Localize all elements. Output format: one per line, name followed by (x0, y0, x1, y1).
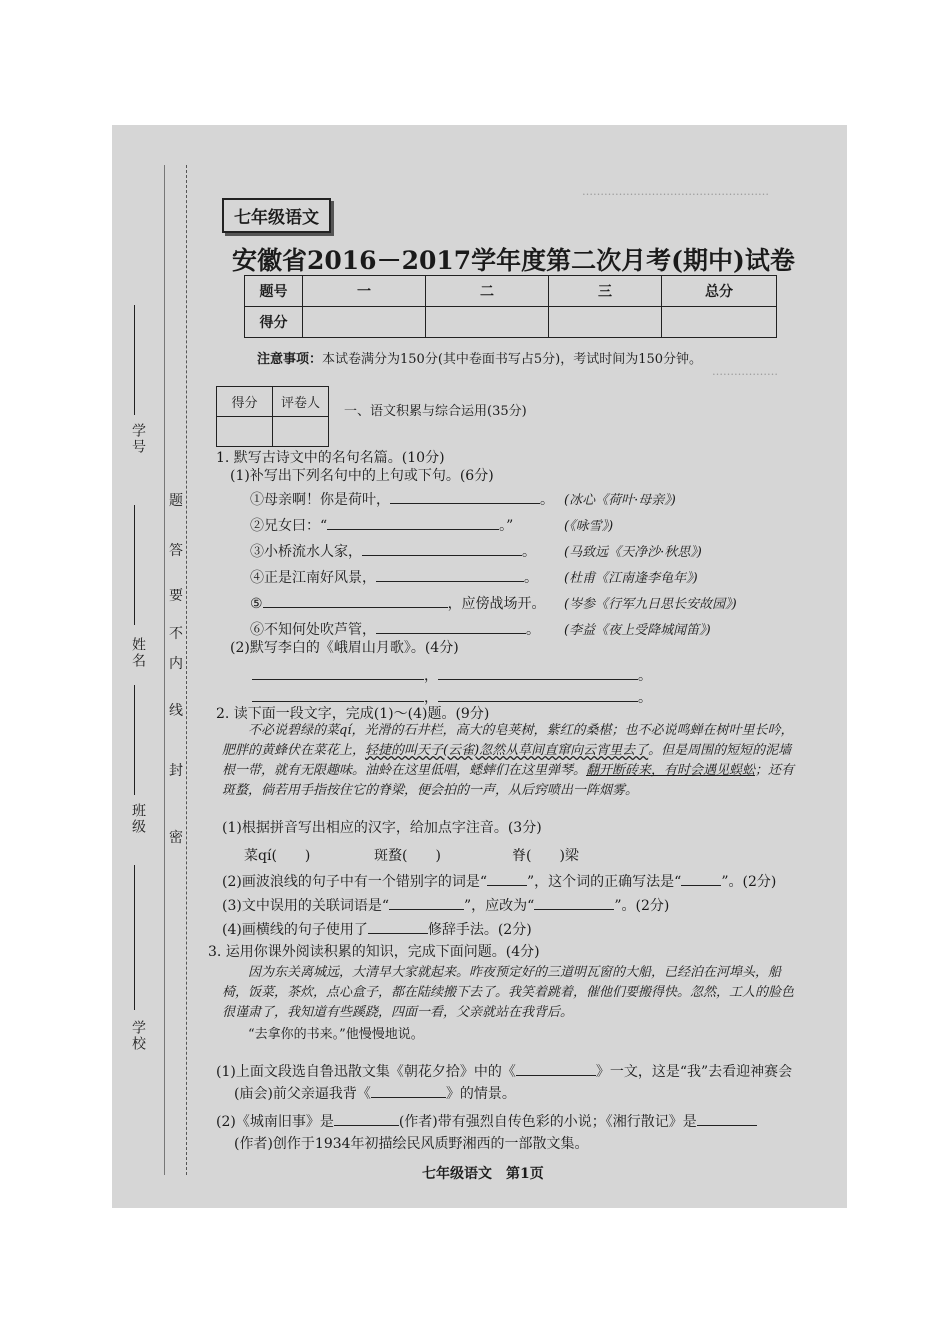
item-text: ①母亲啊！你是荷叶， (250, 492, 390, 508)
seal-char: 题 (169, 493, 183, 509)
school-label: 学校 (130, 1020, 146, 1052)
item-end: 。 (522, 544, 536, 560)
poem-mark: 。 (638, 668, 652, 684)
question-text: 》的情景。 (445, 1086, 516, 1102)
item-text: ④正是江南好风景， (250, 570, 376, 586)
score-header-cell: 题号 (245, 276, 303, 307)
q3-sub1-line1 (216, 1061, 792, 1081)
answer-blank[interactable] (390, 489, 540, 504)
q2-pinyin-1[interactable]: 菜qí( ) (244, 848, 311, 864)
question-text: (3)文中误用的关联词语是“ (222, 898, 389, 914)
grader-name-header: 评卷人 (273, 387, 329, 417)
q1-stem: 1. 默写古诗文中的名句名篇。(10分) (216, 450, 445, 466)
q1-source-6: (李益《夜上受降城闻笛》) (564, 623, 711, 638)
section-heading: 一、语文积累与综合运用(35分) (344, 404, 527, 419)
class-label: 班级 (130, 803, 146, 835)
answer-blank[interactable] (389, 895, 464, 910)
question-text: 》一文，这是“我”去看迎神赛会 (595, 1064, 793, 1080)
score-cell[interactable] (303, 307, 426, 338)
notice (257, 348, 702, 367)
notice-label: 注意事项： (257, 352, 323, 367)
answer-blank[interactable] (534, 895, 614, 910)
seal-char: 封 (169, 763, 183, 779)
binding-line (186, 165, 187, 1175)
answer-blank[interactable] (252, 687, 424, 702)
q3-sub2-line2: (作者)创作于1934年初描绘民风质野湘西的一部散文集。 (234, 1136, 589, 1152)
q1-item-2 (250, 515, 513, 535)
grader-score-header: 得分 (217, 387, 273, 417)
question-text: ”。(2分) (721, 874, 777, 890)
score-header-cell: 三 (549, 276, 662, 307)
answer-blank[interactable] (362, 541, 522, 556)
q1-item-4 (250, 567, 538, 587)
answer-blank[interactable] (438, 687, 638, 702)
grader-score-cell[interactable] (217, 417, 273, 447)
notice-text: 本试卷满分为150分(其中卷面书写占5分)，考试时间为150分钟。 (322, 352, 703, 367)
score-cell[interactable] (549, 307, 662, 338)
q1-source-3: (马致远《天净沙·秋思》) (564, 545, 702, 560)
seal-char: 答 (169, 543, 183, 559)
question-text: (作者)带有强烈自传色彩的小说；《湘行散记》是 (398, 1114, 697, 1130)
item-text: ⑤ (250, 596, 263, 612)
class-field[interactable] (134, 685, 135, 795)
seal-char: 要 (169, 588, 183, 604)
q2-sub4 (222, 919, 532, 939)
score-header-cell: 一 (303, 276, 426, 307)
exam-paper (112, 125, 847, 1208)
seal-char: 不 (169, 626, 183, 642)
answer-blank[interactable] (252, 665, 424, 680)
answer-blank[interactable] (334, 1111, 399, 1126)
answer-blank[interactable] (368, 919, 428, 934)
score-row-label: 得分 (245, 307, 303, 338)
item-end: 。” (499, 518, 514, 534)
name-label: 姓名 (130, 637, 146, 669)
answer-blank[interactable] (697, 1111, 757, 1126)
student-id-field[interactable] (134, 305, 135, 415)
answer-blank[interactable] (487, 871, 527, 886)
name-field[interactable] (134, 505, 135, 625)
school-field[interactable] (134, 865, 135, 1010)
q1-item-1 (250, 489, 554, 509)
underlined-sentence: 翻开断砖来，有时会遇见蜈蚣 (586, 763, 756, 778)
answer-blank[interactable] (681, 871, 721, 886)
question-text: (1)上面文段选自鲁迅散文集《朝花夕拾》中的《 (216, 1064, 516, 1080)
grader-table (216, 386, 329, 447)
question-text: (2)画波浪线的句子中有一个错别字的词是“ (222, 874, 487, 890)
score-cell[interactable] (426, 307, 549, 338)
item-end: ，应傍战场开。 (447, 596, 546, 612)
question-text: 修辞手法。(2分) (427, 922, 532, 938)
item-text: ⑥不知何处吹芦管， (250, 622, 376, 638)
q1-sub2: (2)默写李白的《峨眉山月歌》。(4分) (230, 640, 459, 656)
passage-text: 。但是周围的短短的泥墙根一带，就有无限趣味。油蛉在这里低唱，蟋蟀们在这里弹琴。 (222, 743, 792, 778)
q1-source-4: (杜甫《江南逢李龟年》) (564, 571, 698, 586)
question-text: ”，这个词的正确写法是“ (527, 874, 682, 890)
seal-char: 密 (169, 830, 183, 846)
answer-blank[interactable] (263, 593, 448, 608)
q1-item-5 (250, 593, 546, 613)
q2-pinyin-2[interactable]: 斑蝥( ) (374, 848, 441, 864)
q1-source-5: (岑参《行军九日思长安故园》) (564, 597, 737, 612)
q3-sub2-line1 (216, 1111, 757, 1131)
wavy-sentence: 轻捷的叫天子(云雀)忽然从草间直窜向云宵里去了 (365, 743, 649, 758)
answer-blank[interactable] (438, 665, 638, 680)
score-header-cell: 总分 (662, 276, 777, 307)
q3-stem: 3. 运用你课外阅读积累的知识，完成下面问题。(4分) (208, 944, 540, 960)
q2-sub2 (222, 871, 776, 891)
score-table (244, 275, 777, 338)
item-text: ③小桥流水人家， (250, 544, 362, 560)
q2-sub1: (1)根据拼音写出相应的汉字，给加点字注音。(3分) (222, 820, 542, 836)
q2-passage (222, 721, 802, 801)
grade-badge: 七年级语文 (222, 198, 331, 233)
poem-mark: ， (424, 690, 438, 706)
q1-source-1: (冰心《荷叶·母亲》) (564, 493, 676, 508)
question-text: (庙会)前父亲逼我背《 (234, 1086, 371, 1102)
answer-blank[interactable] (327, 515, 499, 530)
q3-passage-2: “去拿你的书来。”他慢慢地说。 (248, 1027, 424, 1042)
student-id-label: 学号 (130, 423, 146, 455)
answer-blank[interactable] (376, 567, 524, 582)
answer-blank[interactable] (376, 619, 526, 634)
item-end: 。 (524, 570, 538, 586)
item-end: 。 (526, 622, 540, 638)
seal-char: 线 (169, 703, 183, 719)
item-end: 。 (540, 492, 554, 508)
item-text: ②兄女曰：“ (250, 518, 328, 534)
score-cell[interactable] (662, 307, 777, 338)
poem-mark: 。 (638, 690, 652, 706)
bleed-through-text: ……………… (712, 365, 778, 378)
passage-text: ；还有斑蝥，倘若用手指按住它的脊梁，便会拍的一声，从后窍喷出一阵烟雾。 (222, 763, 795, 798)
question-text: ”，应改为“ (464, 898, 535, 914)
question-text: ”。(2分) (614, 898, 670, 914)
q2-sub3 (222, 895, 669, 915)
answer-blank[interactable] (516, 1061, 596, 1076)
page-footer: 七年级语文 第1页 (422, 1166, 544, 1182)
poem-line-1 (252, 665, 652, 685)
poem-mark: ， (424, 668, 438, 684)
q3-sub1-line2 (234, 1083, 516, 1103)
q2-pinyin-3[interactable]: 脊( )梁 (512, 848, 579, 864)
question-text: (4)画横线的句子使用了 (222, 922, 368, 938)
bleed-through-text: …………………………………………… (582, 185, 769, 198)
q1-sub1: (1)补写出下列名句中的上句或下句。(6分) (230, 468, 494, 484)
answer-blank[interactable] (371, 1083, 446, 1098)
q2-stem: 2. 读下面一段文字，完成(1)～(4)题。(9分) (216, 706, 490, 722)
grader-name-cell[interactable] (273, 417, 329, 447)
passage-text: 不必说碧绿的菜qí，光滑的石井栏，高大的皂荚树，紫红的桑椹；也不必说鸣蝉在树叶里长吟，肥胖的黄蜂伏在菜花上， (222, 723, 794, 758)
q1-item-3 (250, 541, 536, 561)
margin-rule (164, 165, 165, 1175)
q1-item-6 (250, 619, 540, 639)
question-text: (2)《城南旧事》是 (216, 1114, 334, 1130)
score-header-cell: 二 (426, 276, 549, 307)
exam-title: 安徽省2016－2017学年度第二次月考(期中)试卷 (232, 246, 795, 275)
q3-passage: 因为东关离城远，大清早大家就起来。昨夜预定好的三道明瓦窗的大船，已经泊在河埠头，船椅，饭菜，茶炊，点心盒子，都在陆续搬下去了。我笑着跳着，催他们要搬得快。忽然，工人的脸色很谨肃了，我知道有些蹊跷，四面一看，父亲就站在我背后。 (222, 965, 795, 1020)
q1-source-2: (《咏雪》) (564, 519, 614, 534)
seal-char: 内 (169, 656, 183, 672)
